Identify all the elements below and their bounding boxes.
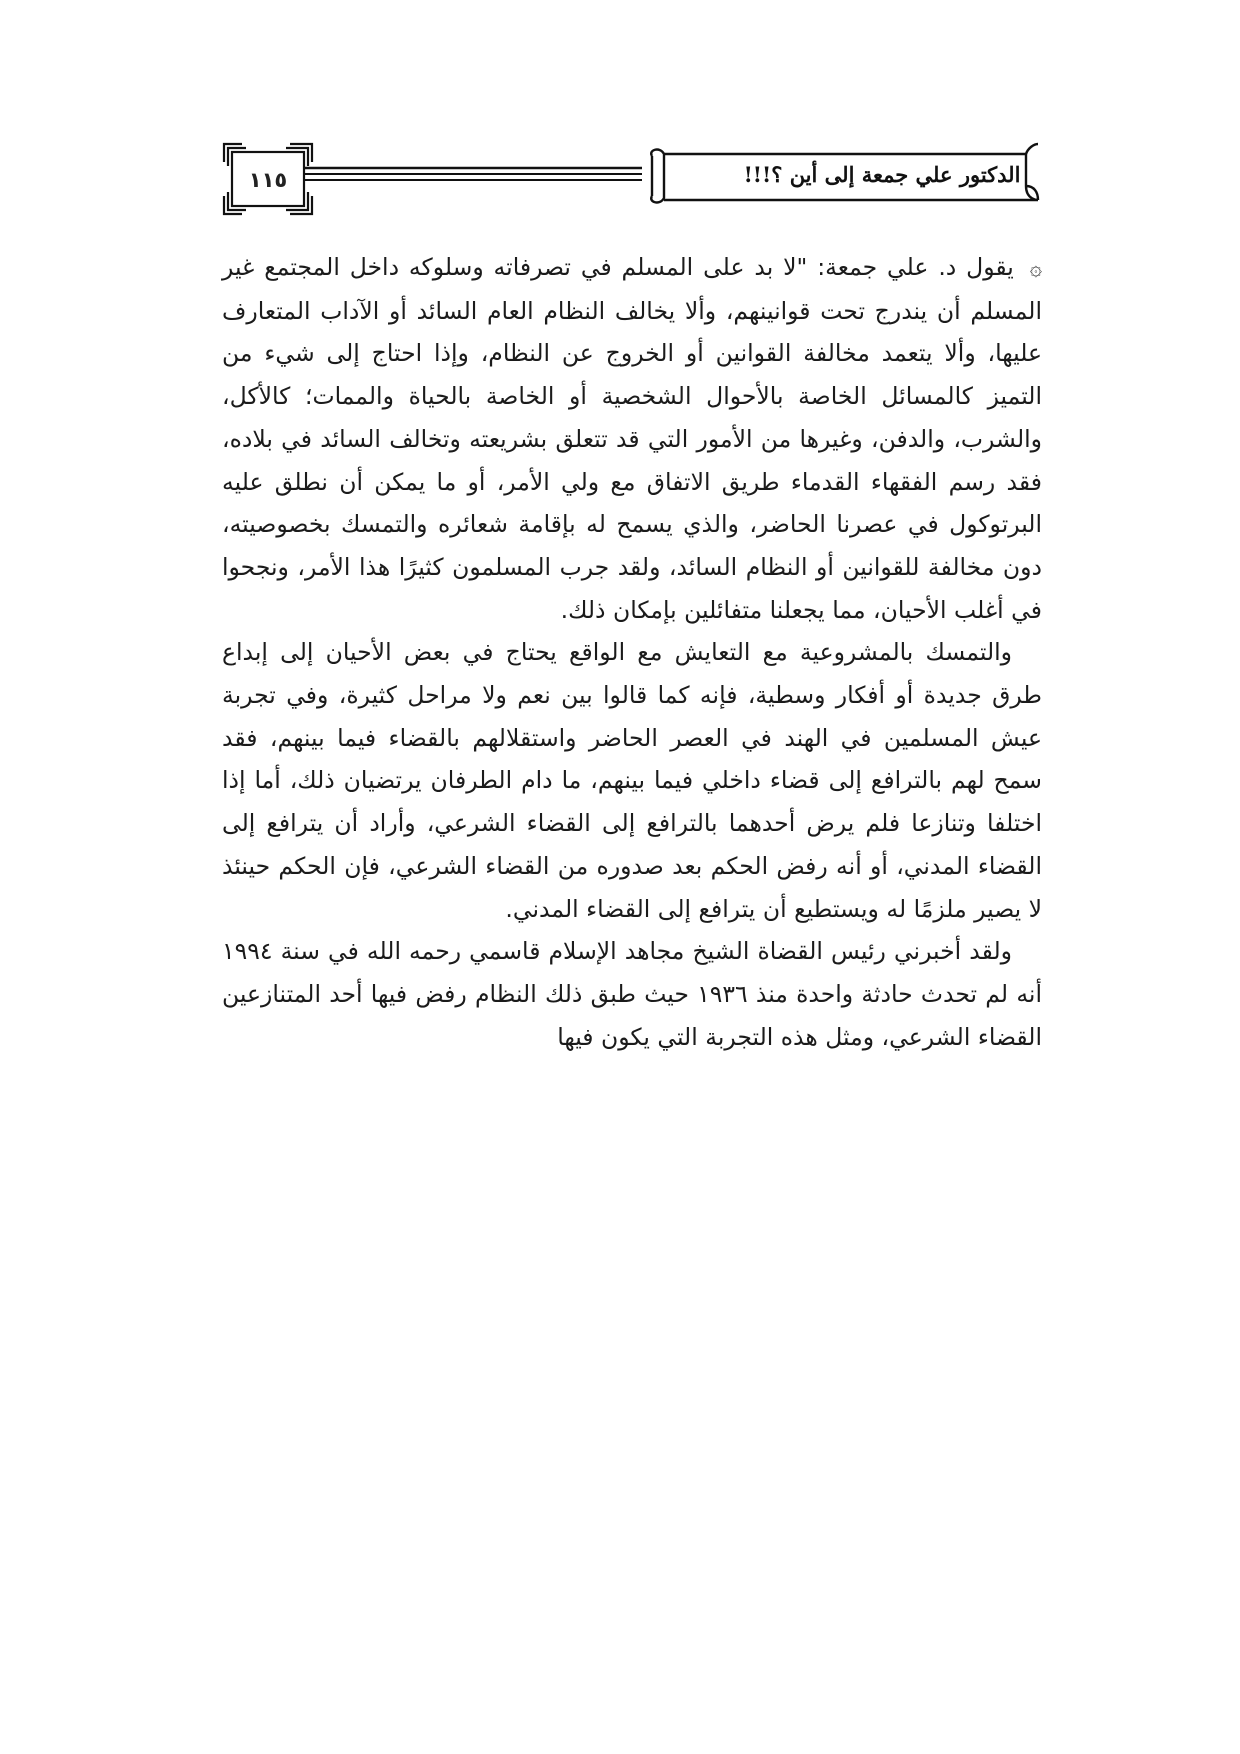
paragraph-1-text: يقول د. علي جمعة: "لا بد على المسلم في تصرفاته وسلوكه داخل المجتمع غير المسلم أن يندرج تحت قوانينهم، وألا يخالف النظام العام السائد أو الآداب المتعارف عليها، وألا يتعمد مخالفة القوانين أو الخروج عن النظام، وإذا احتاج إلى شيء من التميز كالمسائل الخاصة بالأحوال الشخصية أو الخاصة بالحياة والممات؛ كالأكل، والشرب، والدفن، وغيرها من الأمور التي قد تتعلق بشريعته وتخالف السائد في بلاده، فقد رسم الفقهاء القدماء طريق الاتفاق مع ولي الأمر، أو ما يمكن أن نطلق عليه البرتوكول في عصرنا الحاضر، والذي يسمح له بإقامة شعائره والتمسك بخصوصيته، دون مخالفة للقوانين أو النظام السائد، ولقد جرب المسلمون كثيرًا هذا الأمر، ونجحوا في أغلب الأحيان، مما يجعلنا متفائلين بإمكان ذلك.: [222, 253, 1042, 624]
bullet-icon: ۞: [1029, 256, 1042, 280]
body-text: [222, 246, 1042, 1058]
paragraph-1: [222, 246, 1042, 631]
page-number: ١١٥: [248, 168, 288, 192]
page-header: [220, 140, 1050, 218]
paragraph-2: والتمسك بالمشروعية مع التعايش مع الواقع يحتاج في بعض الأحيان إلى إبداع طرق جديدة أو أفكار وسطية، فإنه كما قالوا بين نعم ولا مراحل كثيرة، وفي تجربة عيش المسلمين في الهند في العصر الحاضر واستقلالهم بالقضاء فيما بينهم، فقد سمح لهم بالترافع إلى قضاء داخلي فيما بينهم، ما دام الطرفان يرتضيان ذلك، أما إذا اختلفا وتنازعا فلم يرض أحدهما بالترافع إلى القضاء الشرعي، وأراد أن يترافع إلى القضاء المدني، أو أنه رفض الحكم بعد صدوره من القضاء الشرعي، فإن الحكم حينئذ لا يصير ملزمًا له ويستطيع أن يترافع إلى القضاء المدني.: [222, 638, 1042, 923]
paragraph-3: ولقد أخبرني رئيس القضاة الشيخ مجاهد الإسلام قاسمي رحمه الله في سنة ١٩٩٤ أنه لم تحدث حادثة واحدة منذ ١٩٣٦ حيث طبق ذلك النظام رفض فيها أحد المتنازعين القضاء الشرعي، ومثل هذه التجربة التي يكون فيها: [222, 937, 1042, 1051]
running-title: الدكتور علي جمعة إلى أين ؟!!!: [743, 162, 1021, 187]
